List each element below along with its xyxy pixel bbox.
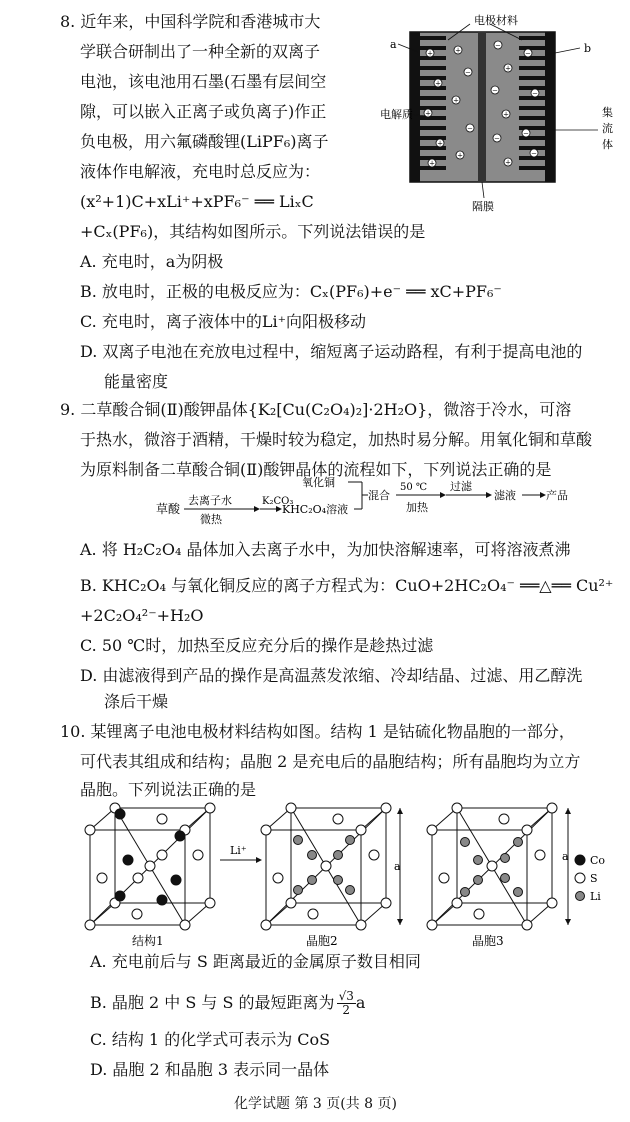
svg-text:−: −	[467, 124, 473, 133]
legend-li: Li	[590, 890, 601, 903]
svg-text:+: +	[505, 158, 511, 167]
flow-filtrate: 滤液	[494, 489, 516, 502]
arrow-label-li: Li⁺	[230, 844, 247, 857]
q10-line-1: 10. 某锂离子电池电极材料结构如图。结构 1 是钴硫化物晶胞的一部分，	[60, 722, 575, 741]
q9-line-3: 为原料制备二草酸合铜(Ⅱ)酸钾晶体的流程如下，下列说法正确的是	[80, 460, 552, 479]
legend-co: Co	[590, 854, 606, 867]
q8-option-d: D. 双离子电池在充放电过程中，缩短离子运动路程，有利于提高电池的	[80, 342, 583, 361]
q9-option-a: A. 将 H₂C₂O₄ 晶体加入去离子水中，为加快溶解速率，可将溶液煮沸	[80, 540, 571, 559]
q8-option-b: B. 放电时，正极的电极反应为：Cₓ(PF₆)+e⁻ ══ xC+PF₆⁻	[80, 282, 502, 301]
q10-option-c: C. 结构 1 的化学式可表示为 CoS	[90, 1030, 331, 1049]
q9-option-d: D. 由滤液得到产品的操作是高温蒸发浓缩、冷却结晶、过滤、用乙醇洗	[80, 666, 583, 685]
fraction-numerator: √3	[338, 989, 354, 1003]
q8-line-1: 8. 近年来，中国科学院和香港城市大	[60, 12, 321, 31]
flow-solution: KHC₂O₄溶液	[282, 503, 349, 516]
label-structure-1: 结构1	[132, 934, 164, 948]
q8-option-a: A. 充电时，a为阴极	[80, 252, 224, 271]
svg-text:−: −	[492, 86, 498, 95]
q10-option-b-fraction	[337, 990, 356, 1017]
electrolyte-label: 电解质	[380, 108, 413, 121]
flow-step1-top: 去离子水	[188, 494, 232, 507]
flow-start: 草酸	[156, 502, 181, 516]
svg-text:+: +	[505, 64, 511, 73]
flow-product: 产品	[546, 489, 568, 502]
collector-label-2: 流	[602, 122, 613, 135]
fraction-unit: a	[355, 993, 366, 1012]
label-b: b	[584, 42, 592, 55]
q10-line-2: 可代表其组成和结构；晶胞 2 是充电后的晶胞结构；所有晶胞均为立方	[80, 752, 581, 771]
collector-label-3: 体	[602, 138, 613, 151]
q9-option-b: B. KHC₂O₄ 与氧化铜反应的离子方程式为：CuO+2HC₂O₄⁻ ══△══ Cu²⁺	[80, 576, 614, 595]
battery-figure	[380, 10, 620, 230]
crystal-structure-figure	[80, 800, 620, 950]
q8-line-8: +Cₓ(PF₆)，其结构如图所示。下列说法错误的是	[80, 222, 426, 241]
flow-step2-top: K₂CO₃	[262, 496, 294, 507]
svg-text:+: +	[457, 151, 463, 160]
svg-text:+: +	[437, 139, 443, 148]
flow-step3-top: 50 ℃	[400, 482, 428, 493]
q10-option-b-text: B. 晶胞 2 中 S 与 S 的最短距离为	[90, 993, 335, 1012]
collector-label-1: 集	[602, 106, 613, 119]
q9-option-b-cont: +2C₂O₄²⁻+H₂O	[80, 606, 204, 625]
edge-label-a-1: a	[394, 860, 401, 873]
electrode-label: 电极材料	[474, 14, 518, 27]
svg-text:−: −	[465, 68, 471, 77]
q8-option-c: C. 充电时，离子液体中的Li⁺向阳极移动	[80, 312, 367, 331]
process-flow-diagram	[150, 475, 570, 527]
page-footer: 化学试题 第 3 页(共 8 页)	[234, 1096, 397, 1112]
flow-filter: 过滤	[450, 480, 472, 493]
svg-text:−: −	[532, 89, 538, 98]
q8-line-2: 学联合研制出了一种全新的双离子	[80, 42, 321, 61]
svg-text:−: −	[525, 49, 531, 58]
label-a: a	[390, 38, 397, 51]
edge-label-a-2: a	[562, 850, 569, 863]
q10-option-d: D. 晶胞 2 和晶胞 3 表示同一晶体	[90, 1060, 330, 1079]
separator-label: 隔膜	[472, 200, 494, 213]
svg-text:+: +	[455, 46, 461, 55]
svg-text:+: +	[429, 159, 435, 168]
q8-line-7: (x²+1)C+xLi⁺+xPF₆⁻ ══ LiₓC	[80, 192, 314, 211]
svg-text:−: −	[531, 149, 537, 158]
q10-option-b	[90, 990, 365, 1017]
legend-s: S	[590, 872, 598, 885]
q9-option-c: C. 50 ℃时，加热至反应充分后的操作是趁热过滤	[80, 636, 434, 655]
svg-text:+: +	[453, 96, 459, 105]
q8-option-d-cont: 能量密度	[104, 372, 169, 391]
svg-text:+: +	[425, 109, 431, 118]
q8-line-6: 液体作电解液，充电时总反应为：	[80, 162, 321, 181]
q8-line-5: 负电极，用六氟磷酸锂(LiPF₆)离子	[80, 132, 329, 151]
flow-reagent: 氧化铜	[302, 476, 335, 489]
svg-text:−: −	[495, 41, 501, 50]
label-cell-3: 晶胞3	[472, 934, 504, 948]
fraction-denominator: 2	[342, 1003, 351, 1017]
flow-mix: 混合	[368, 489, 390, 502]
svg-text:−: −	[494, 134, 500, 143]
flow-step3-bottom: 加热	[406, 501, 428, 514]
flow-step1-bottom: 微热	[200, 513, 222, 526]
svg-text:−: −	[523, 129, 529, 138]
q8-line-3: 电池，该电池用石墨(石墨有层间空	[80, 72, 327, 91]
label-cell-2: 晶胞2	[306, 934, 338, 948]
q10-line-3: 晶胞。下列说法正确的是	[80, 780, 257, 799]
svg-text:+: +	[435, 79, 441, 88]
svg-text:+: +	[503, 110, 509, 119]
q8-line-4: 隙，可以嵌入正离子或负离子)作正	[80, 102, 327, 121]
svg-text:+: +	[427, 49, 433, 58]
q9-line-2: 于热水，微溶于酒精，干燥时较为稳定，加热时易分解。用氧化铜和草酸	[80, 430, 593, 449]
q10-option-a: A. 充电前后与 S 距离最近的金属原子数目相同	[90, 952, 421, 971]
q9-line-1: 9. 二草酸合铜(Ⅱ)酸钾晶体{K₂[Cu(C₂O₄)₂]·2H₂O}，微溶于冷水，可溶	[60, 400, 572, 419]
q9-option-d-cont: 涤后干燥	[104, 692, 169, 711]
